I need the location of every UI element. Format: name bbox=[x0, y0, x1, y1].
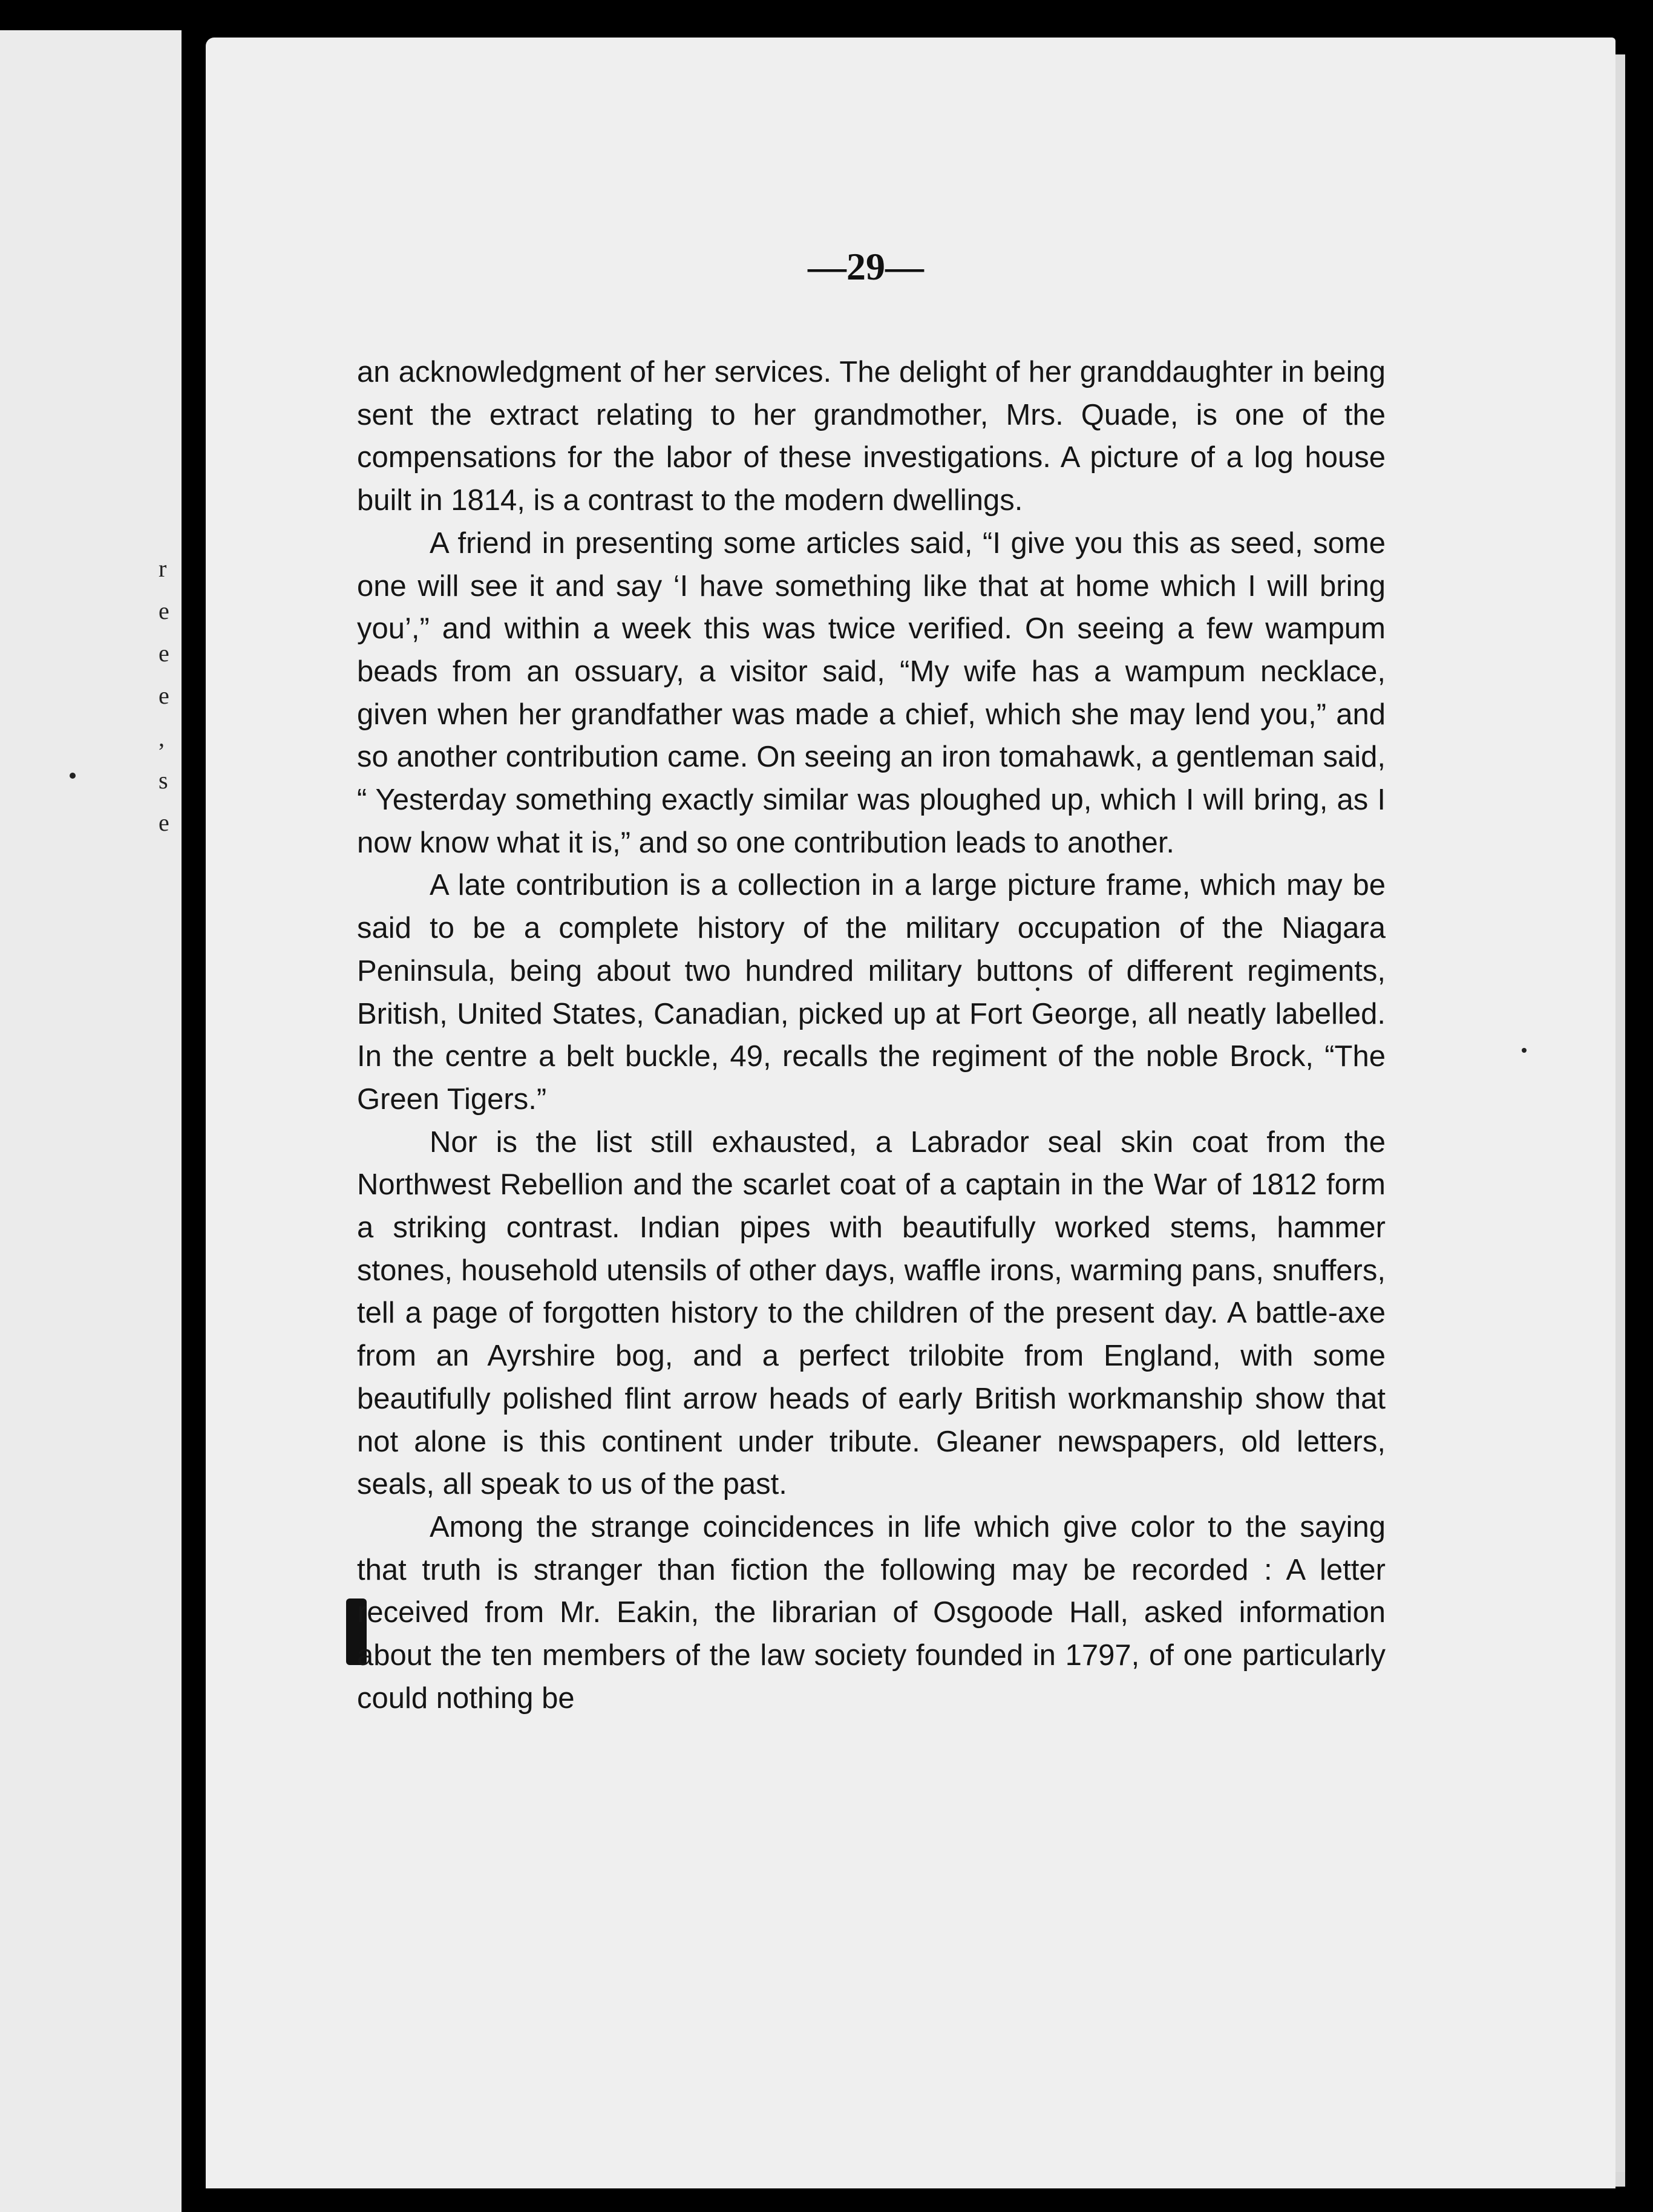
margin-letter: r bbox=[159, 555, 167, 582]
book-gutter bbox=[182, 30, 206, 2212]
margin-letter: e bbox=[159, 809, 169, 836]
margin-letter: e bbox=[159, 597, 169, 624]
paragraph: Nor is the list still exhausted, a Labrador seal skin coat from the Northwest Rebellion and the scarlet coat of a captain in the War of 1812 form a striking contrast. Indian pipes with beautifully worked stems, hammer stones, household utensils of other days, waffle irons, warming pans, snuffers, tell a page of forgotten history to the children of the present day. A battle-axe from an Ayrshire bog, and a perfect trilobite from England, with some beautifully polished flint arrow heads of early British workmanship show that not alone is this continent under tribute. Gleaner newspapers, old letters, seals, all speak to us of the past. bbox=[357, 1125, 1386, 1501]
paragraph: A late contribution is a collection in a large picture frame, which may be said to be a complete history of the military occupation of the Niagara Peninsula, being about two hundred military buttons of different regiments, British, United States, Canadian, picked up at Fort George, all neatly labelled. In the centre a belt buckle, 49, recalls the regiment of the noble Brock, “The Green Tigers.” bbox=[357, 869, 1386, 1116]
page-speck bbox=[70, 773, 76, 779]
page-number: —29— bbox=[808, 245, 924, 288]
margin-letter: , bbox=[159, 724, 165, 751]
previous-page-edge bbox=[0, 30, 182, 2212]
margin-letter: e bbox=[159, 682, 169, 709]
paragraph: an acknowledgment of her services. The delight of her granddaughter in being sent the extract relating to her grandmother, Mrs. Quade, is one of the compensations for the labor of these investigations. A picture of a log house built in 1814, is a contrast to the modern dwellings. bbox=[357, 356, 1386, 517]
margin-letter: e bbox=[159, 640, 169, 667]
margin-letter: s bbox=[159, 767, 168, 794]
page-stack-edge bbox=[1615, 54, 1625, 2184]
paragraph: A friend in presenting some articles said, “I give you this as seed, some one will see it and say ‘I have something like that at home which I will bring you’,” and within a week this was twice verified. On seeing a few wampum beads from an ossuary, a visitor said, “My wife has a wampum necklace, given when her grandfather was made a chief, which she may lend you,” and so another contribution came. On seeing an iron tomahawk, a gentleman said, “ Yesterday something exactly similar was ploughed up, which I will bring, as I now know what it is,” and so one contribution leads to another. bbox=[357, 526, 1386, 859]
paragraph: Among the strange coincidences in life which give color to the saying that truth is stranger than fiction the following may be recorded : A letter received from Mr. Eakin, the librarian of Osgoode Hall, asked information about the ten members of the law society founded in 1797, of one particularly could nothing be bbox=[357, 1510, 1386, 1715]
body-text bbox=[357, 351, 1386, 1720]
page-speck bbox=[1522, 1048, 1527, 1053]
